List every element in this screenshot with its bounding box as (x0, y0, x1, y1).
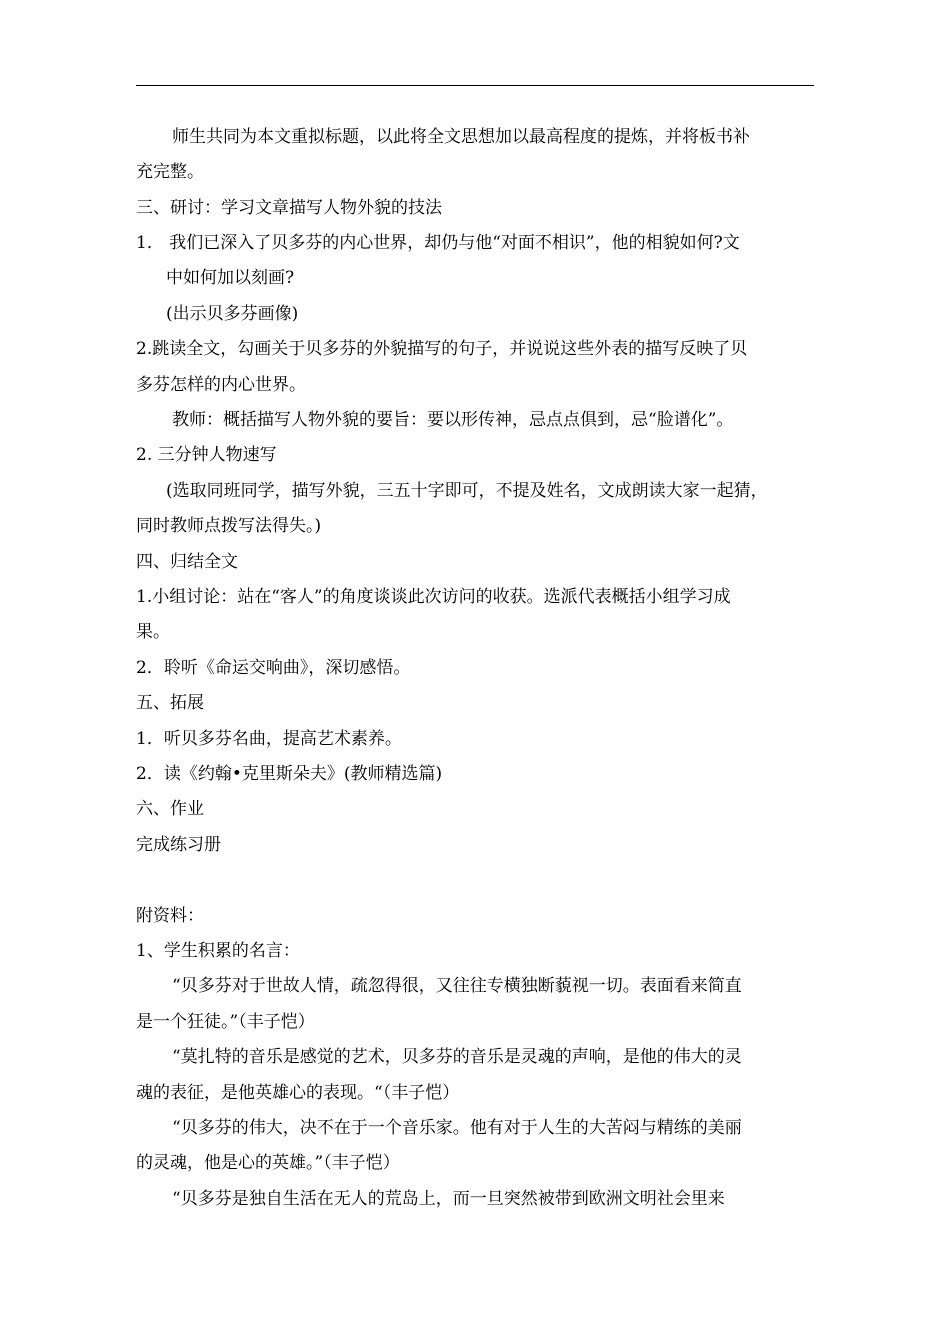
section-heading: 五、拓展 (136, 693, 204, 713)
section-heading: 六、作业 (136, 799, 204, 819)
quote-line: “贝多芬是独自生活在无人的荒岛上，而一旦突然被带到欧洲文明社会里来 (172, 1189, 725, 1209)
section-heading: 三、研讨：学习文章描写人物外貌的技法 (136, 198, 442, 218)
quote-line: “莫扎特的音乐是感觉的艺术，贝多芬的音乐是灵魂的声响，是他的伟大的灵 (172, 1047, 742, 1067)
quote-line: 是一个狂徒。”（丰子恺） (136, 1012, 315, 1032)
paragraph-line: 教师：概括描写人物外貌的要旨：要以形传神，忌点点俱到，忌“脸谱化”。 (172, 410, 734, 430)
quote-line: 魂的表征，是他英雄心的表现。“（丰子恺） (136, 1083, 460, 1103)
list-item: 2.跳读全文，勾画关于贝多芬的外貌描写的句子，并说说这些外表的描写反映了贝 (136, 339, 748, 359)
appendix-heading: 附资料： (136, 906, 204, 926)
paragraph-line: 完成练习册 (136, 835, 221, 855)
paragraph-line: 多芬怎样的内心世界。 (136, 375, 306, 395)
list-item: 2. 三分钟人物速写 (136, 445, 277, 465)
quote-line: “贝多芬对于世故人情，疏忽得很，又往往专横独断藐视一切。表面看来简直 (172, 976, 742, 996)
header-rule (136, 85, 814, 86)
list-item: 2．读《约翰•克里斯朵夫》(教师精选篇) (136, 764, 443, 784)
list-item: 1． 我们已深入了贝多芬的内心世界，却仍与他“对面不相识”，他的相貌如何?文 (136, 233, 740, 253)
paragraph-line: 中如何加以刻画? (166, 268, 295, 288)
paragraph-line: 果。 (136, 622, 170, 642)
list-item: 1.小组讨论：站在“客人”的角度谈谈此次访问的收获。选派代表概括小组学习成 (136, 587, 731, 607)
section-heading: 四、归结全文 (136, 552, 238, 572)
paragraph-line: 充完整。 (136, 162, 204, 182)
paragraph-line: (选取同班同学，描写外貌，三五十字即可，不提及姓名，文成朗读大家一起猜， (166, 481, 768, 501)
quote-line: 的灵魂，他是心的英雄。”（丰子恺） (136, 1153, 400, 1173)
paragraph-line: 师生共同为本文重拟标题，以此将全文思想加以最高程度的提炼，并将板书补 (172, 127, 750, 147)
quote-line: “贝多芬的伟大，决不在于一个音乐家。他有对于人生的大苦闷与精练的美丽 (172, 1118, 742, 1138)
list-item: 2．聆听《命运交响曲》，深切感悟。 (136, 658, 411, 678)
list-item: 1、学生积累的名言： (136, 941, 300, 961)
paragraph-line: (出示贝多芬画像) (166, 304, 299, 324)
paragraph-line: 同时教师点拨写法得失。) (136, 516, 322, 536)
list-item: 1．听贝多芬名曲，提高艺术素养。 (136, 729, 402, 749)
